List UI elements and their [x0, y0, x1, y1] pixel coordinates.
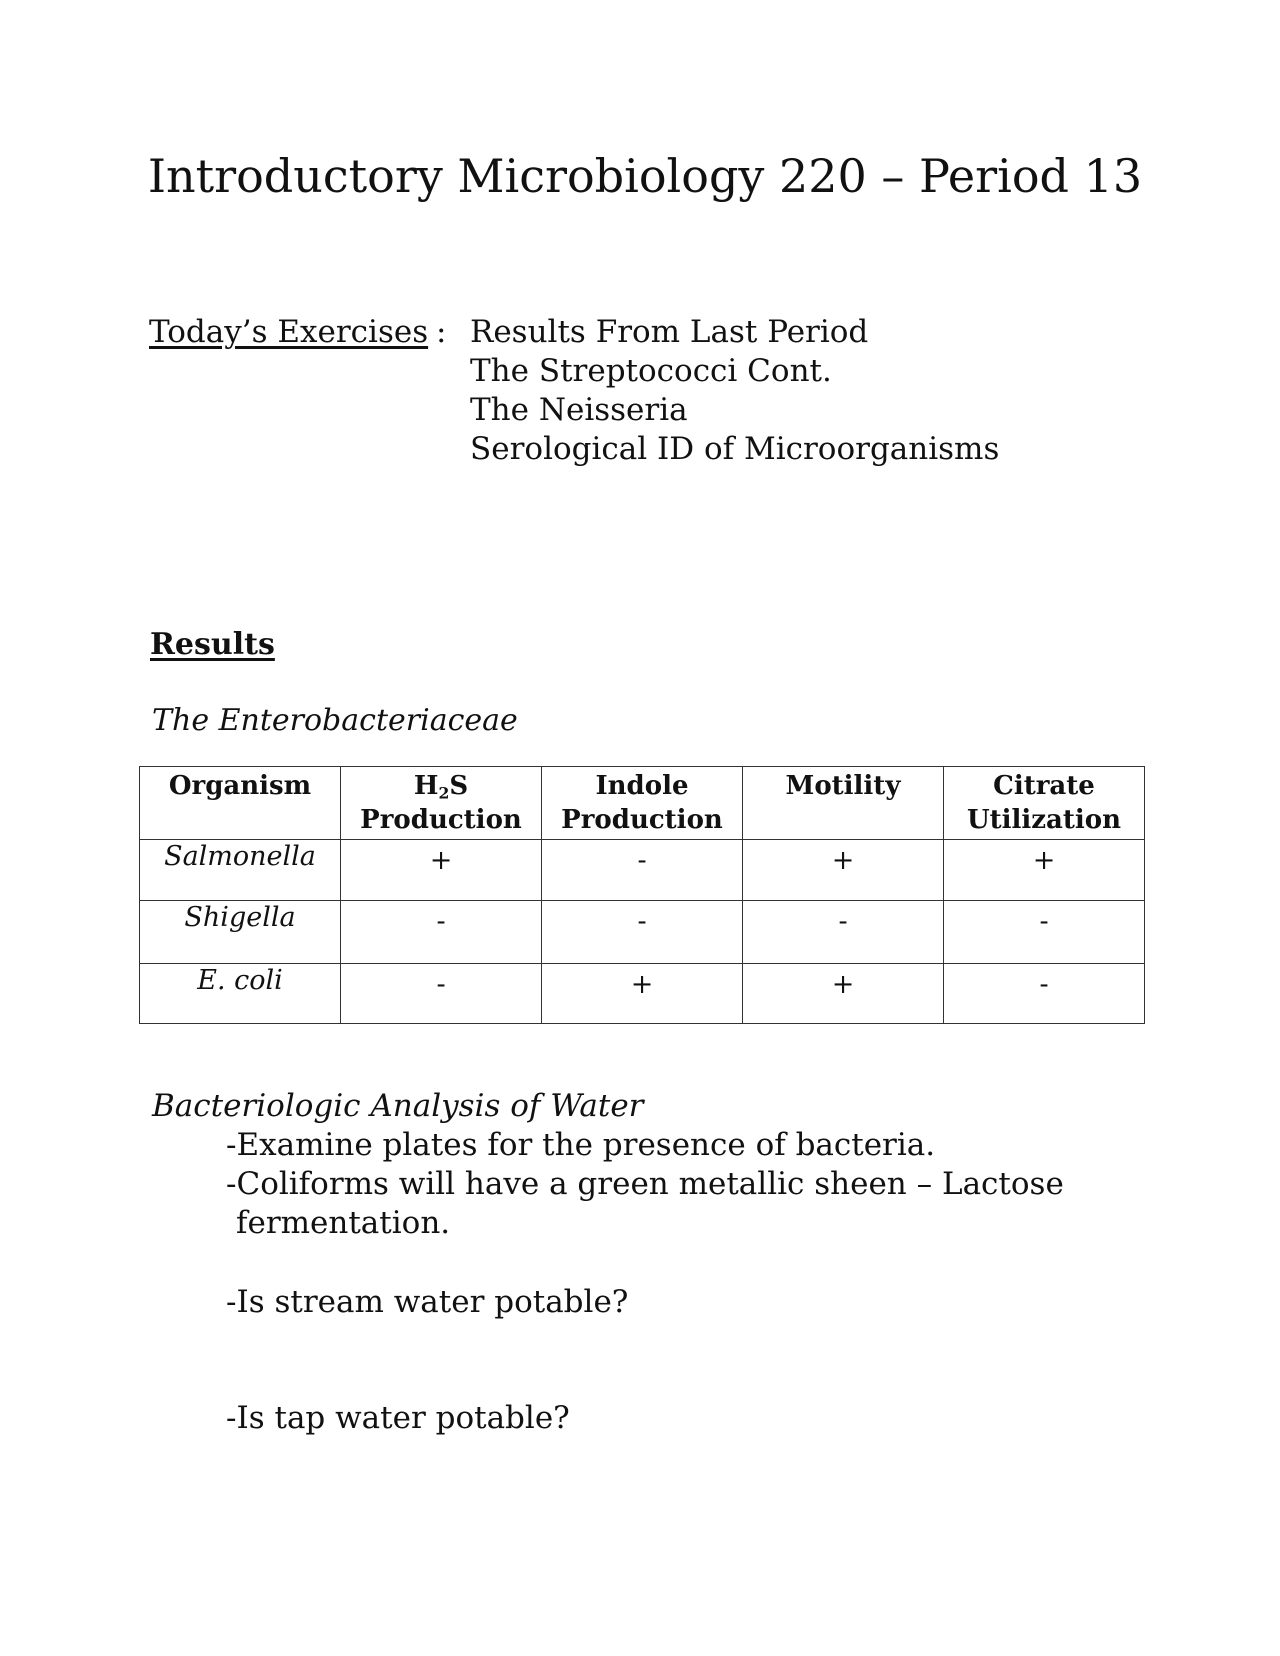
water-item: -Examine plates for the presence of bacteria.: [226, 1127, 936, 1163]
h2s-cell: +: [341, 840, 542, 901]
citrate-cell: -: [944, 964, 1145, 1024]
water-item: -Coliforms will have a green metallic sheen – Lactose: [226, 1166, 1064, 1202]
motility-cell: +: [743, 964, 944, 1024]
exercise-item: Serological ID of Microorganisms: [470, 431, 1000, 467]
organism-cell: Salmonella: [140, 840, 341, 901]
table-row: [140, 901, 1145, 964]
water-question: -Is tap water potable?: [226, 1400, 570, 1436]
table-row: [140, 840, 1145, 901]
indole-cell: -: [542, 901, 743, 964]
motility-cell: +: [743, 840, 944, 901]
header-organism: Organism: [140, 767, 341, 840]
water-analysis-heading: Bacteriologic Analysis of Water: [152, 1088, 644, 1124]
h2s-cell: -: [341, 964, 542, 1024]
header-indole-production: Indole Production: [542, 767, 743, 840]
exercise-item: The Streptococci Cont.: [470, 353, 832, 389]
exercises-label: Today’s Exercises: [149, 314, 429, 350]
results-heading: Results: [150, 627, 275, 662]
organism-cell: E. coli: [140, 964, 341, 1024]
header-citrate-utilization: Citrate Utilization: [944, 767, 1145, 840]
indole-cell: -: [542, 840, 743, 901]
exercise-item: The Neisseria: [470, 392, 688, 428]
header-motility: Motility: [743, 767, 944, 840]
citrate-cell: -: [944, 901, 1145, 964]
motility-cell: -: [743, 901, 944, 964]
exercises-colon: :: [436, 314, 447, 350]
water-item-continued: fermentation.: [236, 1205, 451, 1241]
enterobacteriaceae-heading: The Enterobacteriaceae: [152, 703, 518, 738]
indole-cell: +: [542, 964, 743, 1024]
exercises-list: [470, 313, 999, 469]
header-h2s-production: $H_2S$ Production: [341, 767, 542, 840]
page-title: Introductory Microbiology 220 – Period 13: [147, 149, 1143, 203]
table-row: [140, 964, 1145, 1024]
exercise-item: Results From Last Period: [470, 314, 869, 350]
results-table: [139, 766, 1145, 1024]
table-header-row: [140, 767, 1145, 840]
organism-cell: Shigella: [140, 901, 341, 964]
h2s-cell: -: [341, 901, 542, 964]
citrate-cell: +: [944, 840, 1145, 901]
water-question: -Is stream water potable?: [226, 1284, 629, 1320]
